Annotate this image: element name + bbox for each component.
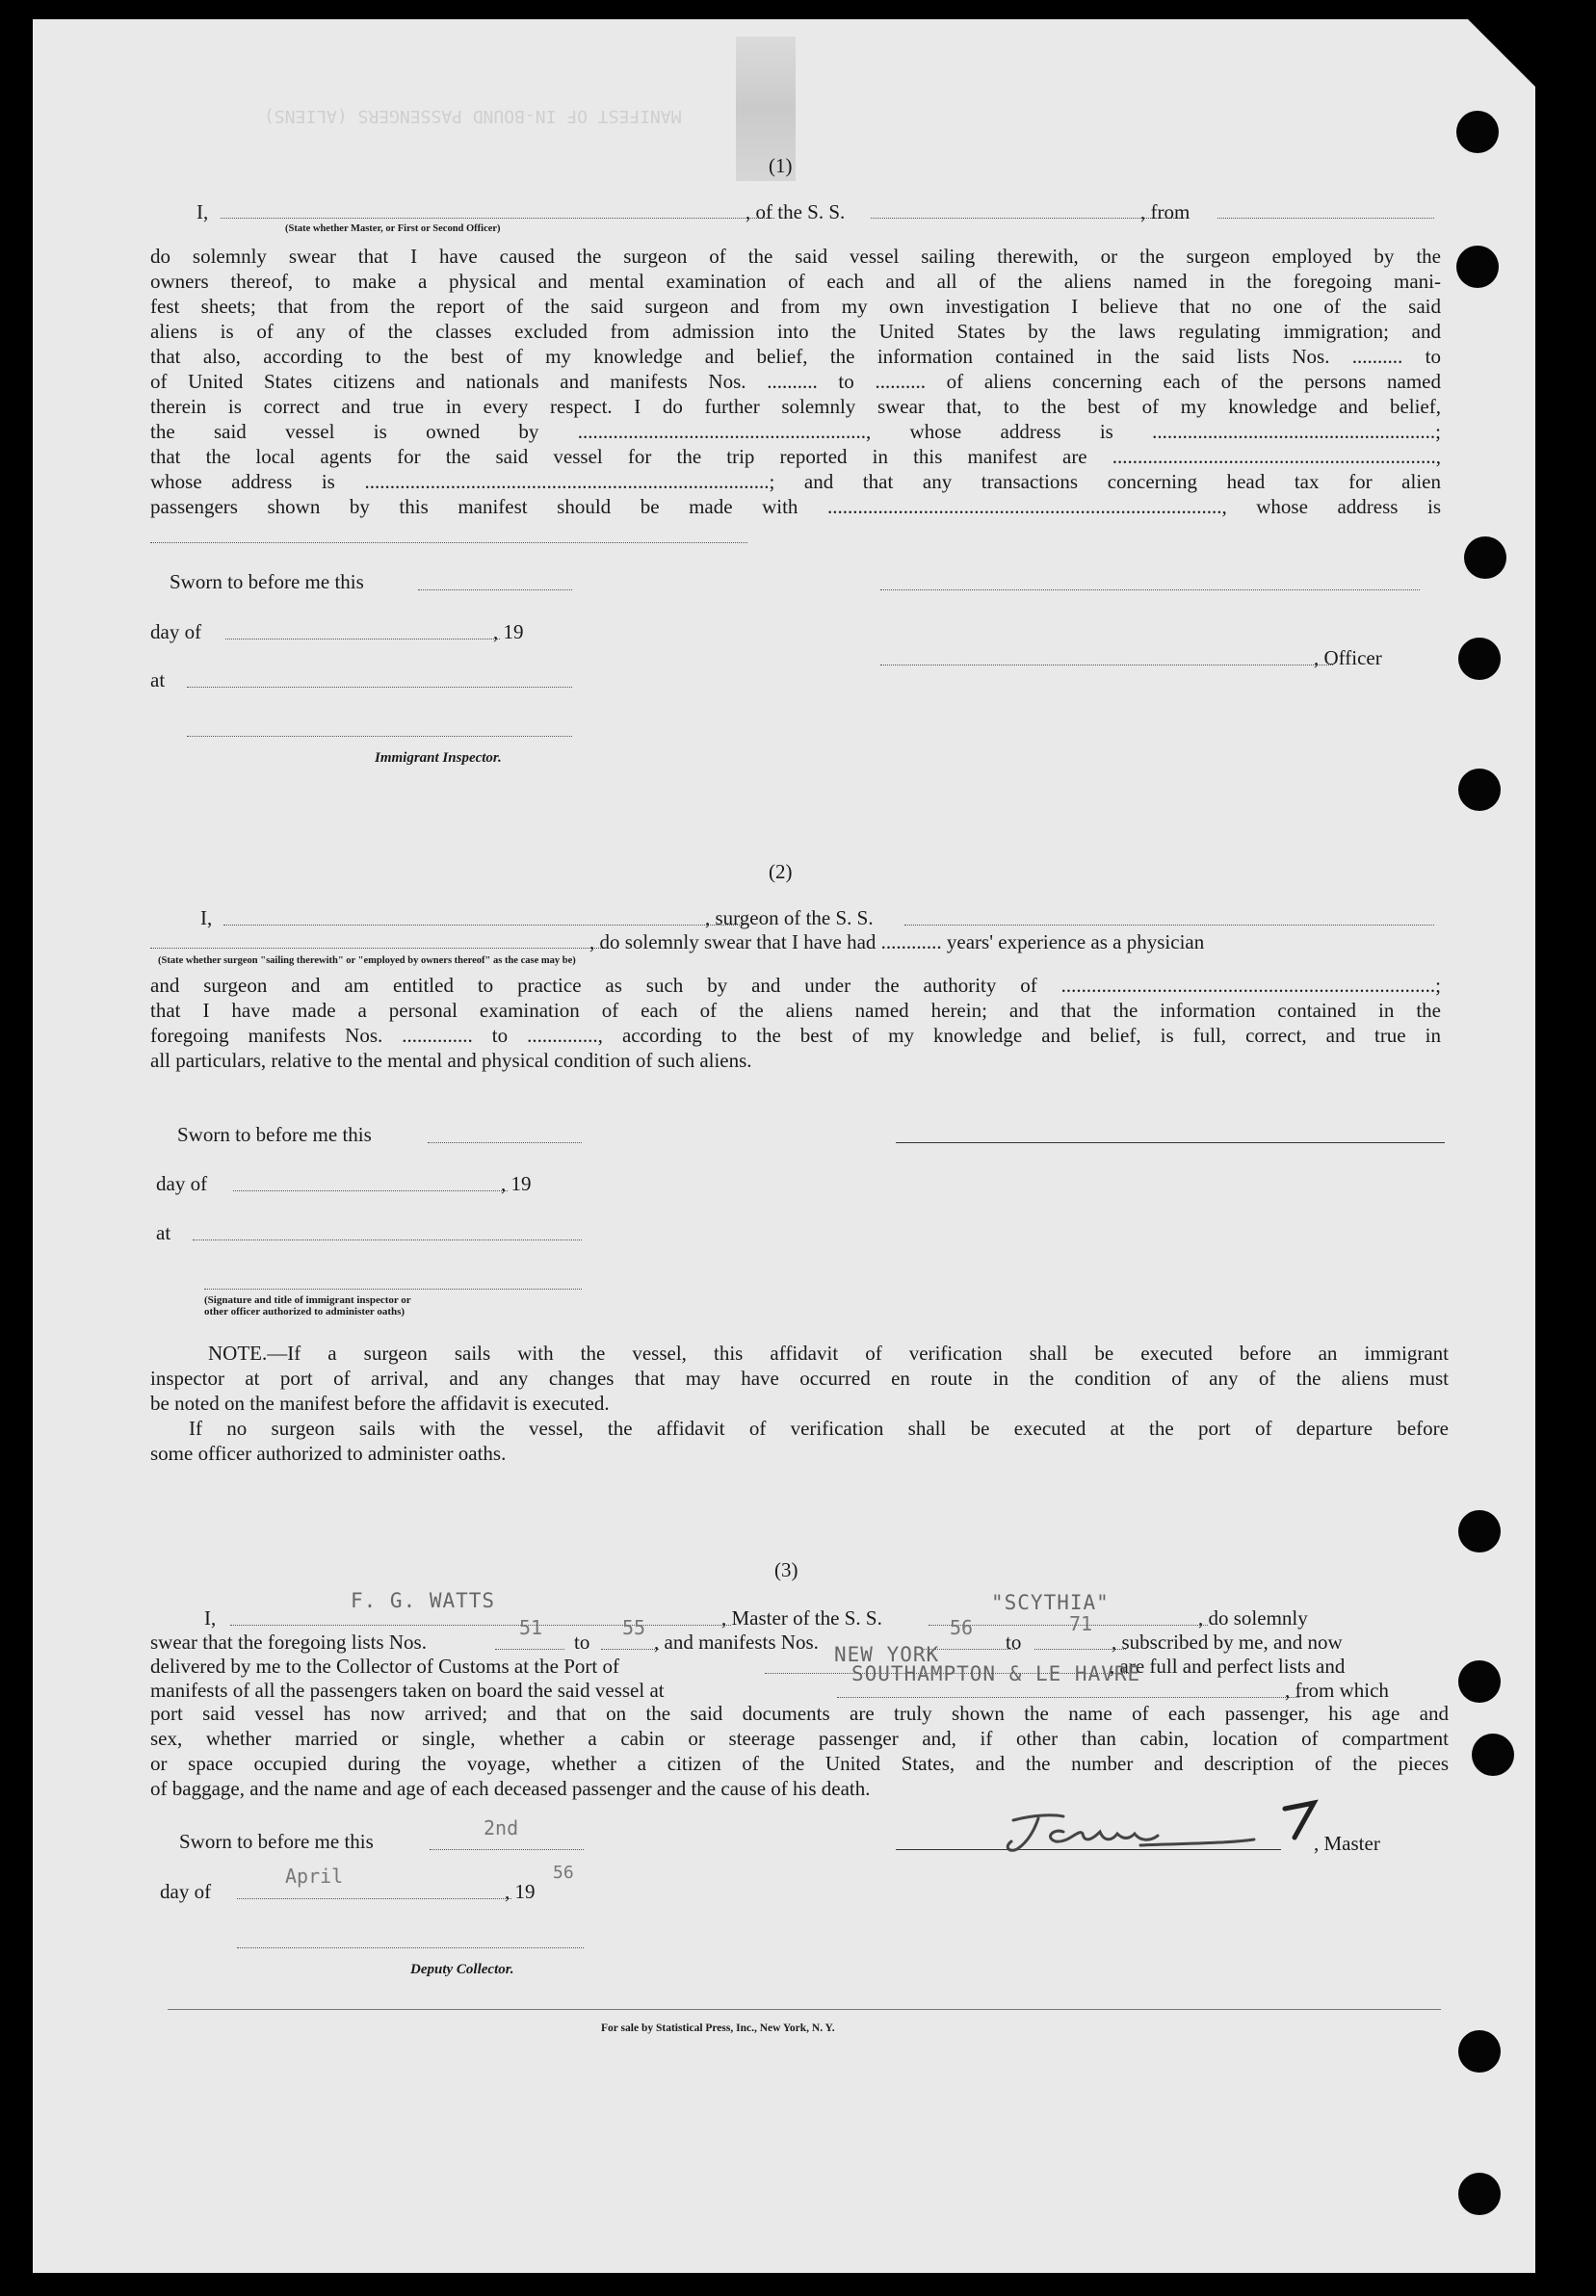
bleed-through-text: MANIFEST OF IN-BOUND PASSENGERS (ALIENS) [264, 106, 682, 126]
day-month-field[interactable] [237, 1898, 511, 1899]
month-value[interactable]: April [285, 1865, 344, 1888]
officer-label: , Officer [1314, 646, 1382, 669]
sworn-label-3: Sworn to before me this [179, 1830, 374, 1853]
inspector-signature-field[interactable] [187, 736, 572, 737]
authorized-officer-signature-field[interactable] [204, 1289, 582, 1290]
at-place-field[interactable] [187, 687, 572, 688]
from-which-label: , from which [1285, 1679, 1389, 1702]
punch-hole [1458, 2030, 1501, 2073]
signature-title-label-1: (Signature and title of immigrant inspector or [204, 1294, 411, 1306]
section-1-number: (1) [769, 154, 793, 177]
list-to-field[interactable] [601, 1649, 659, 1650]
master-of-label: , Master of the S. S. [721, 1606, 882, 1630]
signature-title-label-2: other officer authorized to administer oaths) [204, 1306, 406, 1318]
day-of-field-2[interactable] [233, 1190, 508, 1191]
port-of-arrival-value[interactable]: NEW YORK [834, 1643, 940, 1666]
punch-hole [1456, 111, 1499, 153]
list-to-value[interactable]: 55 [622, 1616, 646, 1639]
surgeon-ship-field[interactable] [904, 925, 1434, 926]
section-1-paragraph: do solemnly swear that I have caused the surgeon of the said vessel sailing therewith, or the surgeon employed by the owners thereof, to make a physical and mental examination of each and all of the aliens named in the foregoing mani- fest sheets; that from the report of the said surgeon and from my own investigation I believe that no one of the said aliens is of any of the classes excluded from admission into the United States by the laws regulating immigration; and that also, according to the best of my knowledge and belief, the information contained in the said lists Nos. .......... to of United States citizens and nationals and manifests Nos. .......... to .......... of aliens concerning each of the persons named therein is correct and true in every respect. I do further solemnly swear that, to the best of my knowledge and belief, the said vessel is owned by ........................................................., whose address is ........................................................; that the local agents for the said vessel for the trip reported in this manifest are ................................................................, whose address is ................................................................................; and that any transactions concerning head tax for alien passengers shown by this manifest should be made with .............................................................................., whose address is [150, 245, 1441, 518]
section-3-paragraph: port said vessel has now arrived; and that on the said documents are truly shown the name of each passenger, his age and sex, whether married or single, whether a cabin or steerage passenger and, if other than cabin, location of compartment or space occupied during the voyage, whether a citizen of the United States, and the number and description of the pieces of baggage, and the name and age of each deceased passenger and the cause of his death. [150, 1702, 1449, 1800]
address-continuation-field[interactable] [150, 542, 747, 543]
sworn-date-field-2[interactable] [428, 1142, 582, 1143]
manifest-to-value[interactable]: 71 [1069, 1612, 1093, 1635]
master-label: , Master [1314, 1832, 1380, 1855]
surgeon-status-label: (State whether surgeon "sailing therewith" or "employed by owners thereof" as the case may be) [158, 955, 576, 966]
subscribed-label: , subscribed by me, and now [1112, 1631, 1343, 1654]
surgeon-name-field-2[interactable] [150, 948, 603, 949]
year-value[interactable]: 56 [553, 1863, 574, 1883]
punch-hole [1458, 638, 1501, 680]
deputy-collector-label: Deputy Collector. [410, 1962, 514, 1977]
manifest-affidavit-page [33, 19, 1535, 2273]
to-label-2: to [1006, 1631, 1022, 1654]
section-1-i: I, [196, 200, 209, 223]
at-label: at [150, 668, 166, 691]
printer-imprint: For sale by Statistical Press, Inc., New York, N. Y. [601, 2022, 835, 2034]
deputy-signature-field[interactable] [237, 1947, 584, 1948]
ship-name-field[interactable] [871, 218, 1184, 219]
section-3-number: (3) [774, 1558, 798, 1581]
punch-hole [1458, 1660, 1501, 1703]
from-label: , from [1140, 200, 1190, 223]
punch-hole [1472, 1734, 1514, 1776]
surgeon-experience-label: , do solemnly swear that I have had ............ years' experience as a physician [589, 930, 1205, 953]
inspector-label: Immigrant Inspector. [375, 750, 502, 766]
sworn-day-field[interactable] [430, 1849, 584, 1850]
from-port-field[interactable] [1217, 218, 1434, 219]
do-solemnly-label: , do solemnly [1198, 1606, 1308, 1630]
master-name-value[interactable]: F. G. WATTS [351, 1589, 496, 1612]
page-corner-fold [1468, 19, 1535, 87]
sworn-label: Sworn to before me this [170, 570, 364, 593]
day-of-label-2: day of [156, 1172, 208, 1195]
list-from-value[interactable]: 51 [519, 1616, 543, 1639]
delivered-label: delivered by me to the Collector of Customs at the Port of [150, 1655, 619, 1678]
year-label: , 19 [493, 620, 524, 643]
list-from-field[interactable] [495, 1649, 564, 1650]
day-of-label: day of [150, 620, 202, 643]
manifests-of-label: manifests of all the passengers taken on board the said vessel at [150, 1679, 665, 1702]
punch-hole [1458, 1510, 1501, 1552]
port-of-departure-value[interactable]: SOUTHAMPTON & LE HAVRE [851, 1662, 1141, 1685]
port-of-departure-field[interactable] [837, 1697, 1299, 1698]
footer-rule [168, 2009, 1441, 2010]
of-ss-label: , of the S. S. [746, 200, 846, 223]
surgeon-of-label: , surgeon of the S. S. [705, 906, 874, 929]
ship-name-value[interactable]: "SCYTHIA" [991, 1591, 1110, 1614]
section-2-i: I, [200, 906, 213, 929]
are-full-label: , are full and perfect lists and [1110, 1655, 1346, 1678]
to-label-1: to [574, 1631, 590, 1654]
surgeon-signature-field[interactable] [896, 1142, 1445, 1143]
day-of-label-3: day of [160, 1880, 212, 1903]
punch-hole [1456, 246, 1499, 288]
year-label-3: , 19 [505, 1880, 536, 1903]
officer-signature-line-top[interactable] [880, 589, 1420, 590]
and-manifests-label: , and manifests Nos. [654, 1631, 819, 1654]
punch-hole [1458, 769, 1501, 811]
year-label-2: , 19 [501, 1172, 532, 1195]
section-2-number: (2) [769, 860, 793, 883]
at-label-2: at [156, 1221, 171, 1244]
section-3-i: I, [204, 1606, 217, 1630]
note-paragraph: NOTE.—If a surgeon sails with the vessel, this affidavit of verification shall be executed before an immigrant inspector at port of arrival, and any changes that may have occurred en route in the condition of any of the aliens must be noted on the manifest before the affidavit is executed. If no surgeon sails with the vessel, the affidavit of verification shall be executed at the port of departure before some officer authorized to administer oaths. [150, 1342, 1449, 1465]
officer-rank-label: (State whether Master, or First or Second Officer) [285, 223, 501, 234]
punch-hole [1458, 2173, 1501, 2215]
sworn-label-2: Sworn to before me this [177, 1123, 372, 1146]
master-name-field[interactable] [230, 1625, 731, 1626]
master-signature [996, 1799, 1343, 1866]
punch-hole [1464, 536, 1506, 579]
officer-name-field[interactable] [221, 218, 774, 219]
section-2-paragraph: and surgeon and am entitled to practice as such by and under the authority of ..........................................................................; that I have made a personal examination of each of the aliens named herein; and that the information contained in the foregoing manifests Nos. .............. to .............., according to the best of my knowledge and belief, is full, correct, and true in all particulars, relative to the mental and physical condition of such aliens. [150, 974, 1441, 1072]
surgeon-name-field[interactable] [223, 925, 744, 926]
sworn-day-value[interactable]: 2nd [484, 1816, 519, 1839]
at-place-field-2[interactable] [193, 1239, 582, 1240]
manifest-from-value[interactable]: 56 [950, 1616, 974, 1639]
sworn-date-field[interactable] [418, 589, 572, 590]
swear-lists-label: swear that the foregoing lists Nos. [150, 1631, 427, 1654]
